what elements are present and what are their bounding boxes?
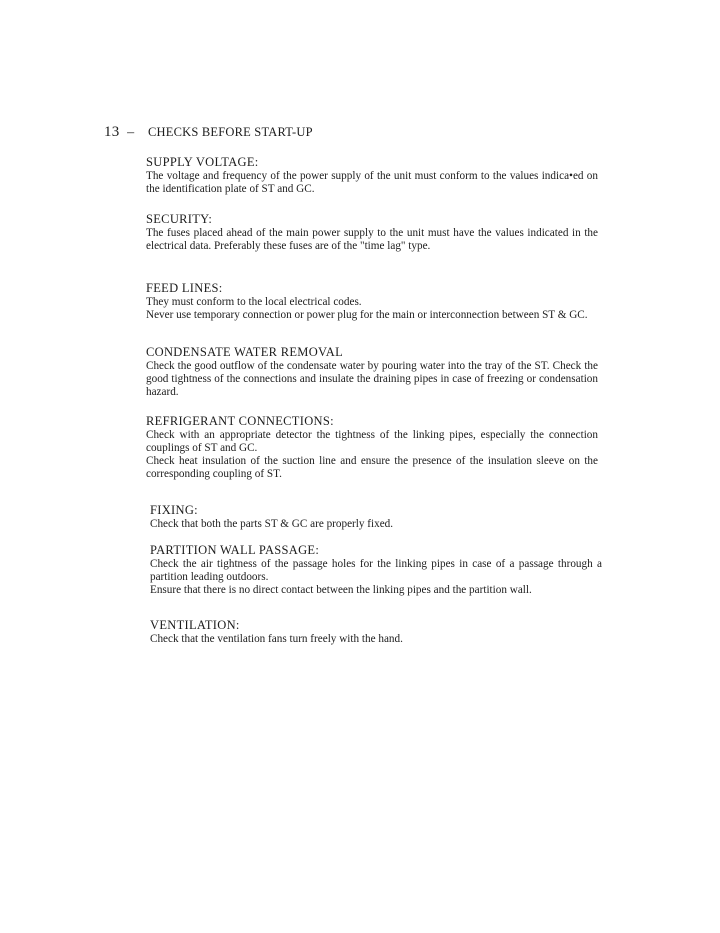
heading-dash: – (127, 125, 135, 140)
section-paragraph: Check that the ventilation fans turn freely with the hand. (150, 633, 403, 645)
section-paragraph: The voltage and frequency of the power supply of the unit must conform to the values indica•ed on the identification plate of ST and GC. (146, 170, 598, 195)
section-paragraph: They must conform to the local electrical codes. (146, 296, 362, 308)
section-paragraph: Check the good outflow of the condensate water by pouring water into the tray of the ST. Check the good tightness of the connections and insulate the draining pipes in case of freezing or condensation hazard. (146, 360, 598, 398)
section-feed-lines (146, 281, 598, 322)
section-paragraph: Check heat insulation of the suction line and ensure the presence of the insulation sleeve on the corresponding coupling of ST. (146, 455, 598, 480)
page-heading (104, 124, 313, 141)
section-condensate-water-removal (146, 345, 598, 399)
page-title: CHECKS BEFORE START-UP (148, 125, 313, 139)
section-paragraph: Check that both the parts ST & GC are properly fixed. (150, 518, 394, 530)
section-ventilation (150, 618, 602, 646)
section-refrigerant-connections (146, 414, 598, 481)
section-title: SUPPLY VOLTAGE: (146, 155, 259, 169)
section-paragraph: Check with an appropriate detector the tightness of the linking pipes, especially the connection couplings of ST and GC. (146, 429, 598, 454)
section-title: VENTILATION: (150, 618, 240, 632)
section-fixing (150, 503, 602, 531)
section-supply-voltage (146, 155, 598, 196)
section-title: FIXING: (150, 503, 198, 517)
section-paragraph: The fuses placed ahead of the main power supply to the unit must have the values indicated in the electrical data. Preferably these fuses are of the "time lag" type. (146, 227, 598, 252)
section-paragraph: Check the air tightness of the passage holes for the linking pipes in case of a passage through a partition leading outdoors. (150, 558, 602, 583)
section-title: SECURITY: (146, 212, 213, 226)
section-title: REFRIGERANT CONNECTIONS: (146, 414, 334, 428)
page-number: 13 (104, 124, 120, 140)
section-title: PARTITION WALL PASSAGE: (150, 543, 320, 557)
section-title: FEED LINES: (146, 281, 223, 295)
section-security (146, 212, 598, 253)
section-paragraph: Never use temporary connection or power plug for the main or interconnection between ST & GC. (146, 309, 588, 321)
section-partition-wall-passage (150, 543, 602, 597)
section-paragraph: Ensure that there is no direct contact between the linking pipes and the partition wall. (150, 584, 532, 596)
section-title: CONDENSATE WATER REMOVAL (146, 345, 344, 359)
